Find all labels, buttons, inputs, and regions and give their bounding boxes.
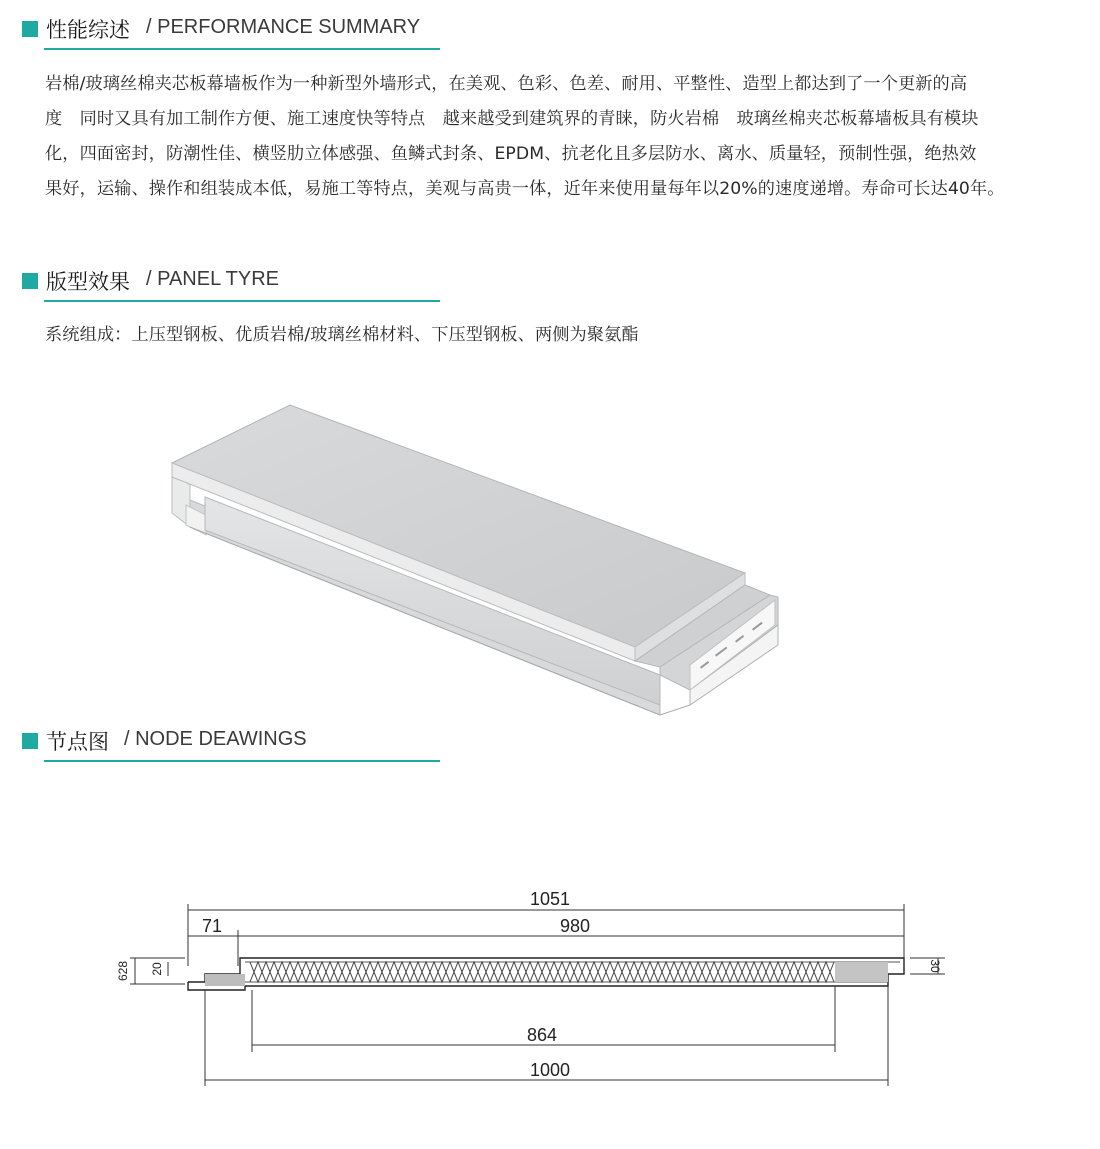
dim-height-step: 20 — [150, 962, 164, 976]
dim-top-span: 980 — [559, 916, 591, 936]
dim-bottom: 1000 — [529, 1060, 571, 1080]
section-title-zh: 性能综述 — [46, 18, 130, 42]
section-title-zh: 版型效果 — [46, 270, 130, 294]
section-title-en: / NODE DEAWINGS — [124, 728, 307, 750]
dim-height-total: 628 — [116, 960, 130, 982]
dim-left-step: 71 — [201, 916, 223, 936]
summary-line: 化，四面密封，防潮性佳、横竖肋立体感强、鱼鳞式封条、EPDM、抗老化且多层防水、离水、质量轻，预制性强，绝热效 — [45, 144, 977, 164]
section-underline — [44, 300, 440, 302]
panel-composition-caption: 系统组成：上压型钢板、优质岩棉/玻璃丝棉材料、下压型钢板、两侧为聚氨酯 — [45, 325, 639, 345]
section-marker — [22, 733, 38, 749]
summary-line: 岩棉/玻璃丝棉夹芯板幕墙板作为一种新型外墙形式，在美观、色彩、色差、耐用、平整性、造型上都达到了一个更新的高 — [45, 74, 968, 94]
section-underline — [44, 760, 440, 762]
section-title-en: / PERFORMANCE SUMMARY — [146, 16, 421, 38]
panel-illustration — [0, 385, 1100, 725]
dim-overall: 1051 — [529, 889, 571, 909]
dim-core: 864 — [526, 1025, 558, 1045]
performance-summary-text — [45, 67, 1090, 207]
dim-right-thick: 30 — [928, 959, 942, 973]
summary-line: 果好，运输、操作和组装成本低，易施工等特点，美观与高贵一体，近年来使用量每年以20%的速度递增。寿命可长达40年。 — [45, 179, 1005, 199]
node-drawing — [0, 870, 1100, 1130]
section-underline — [44, 48, 440, 50]
section-title-zh: 节点图 — [46, 730, 109, 754]
core-pattern — [250, 962, 834, 982]
summary-line: 度 同时又具有加工制作方便、施工速度快等特点 越来越受到建筑界的青睐，防火岩棉 玻璃丝棉夹芯板幕墙板具有模块 — [45, 109, 979, 129]
section-marker — [22, 21, 38, 37]
section-title-en: / PANEL TYRE — [146, 268, 280, 290]
section-marker — [22, 273, 38, 289]
